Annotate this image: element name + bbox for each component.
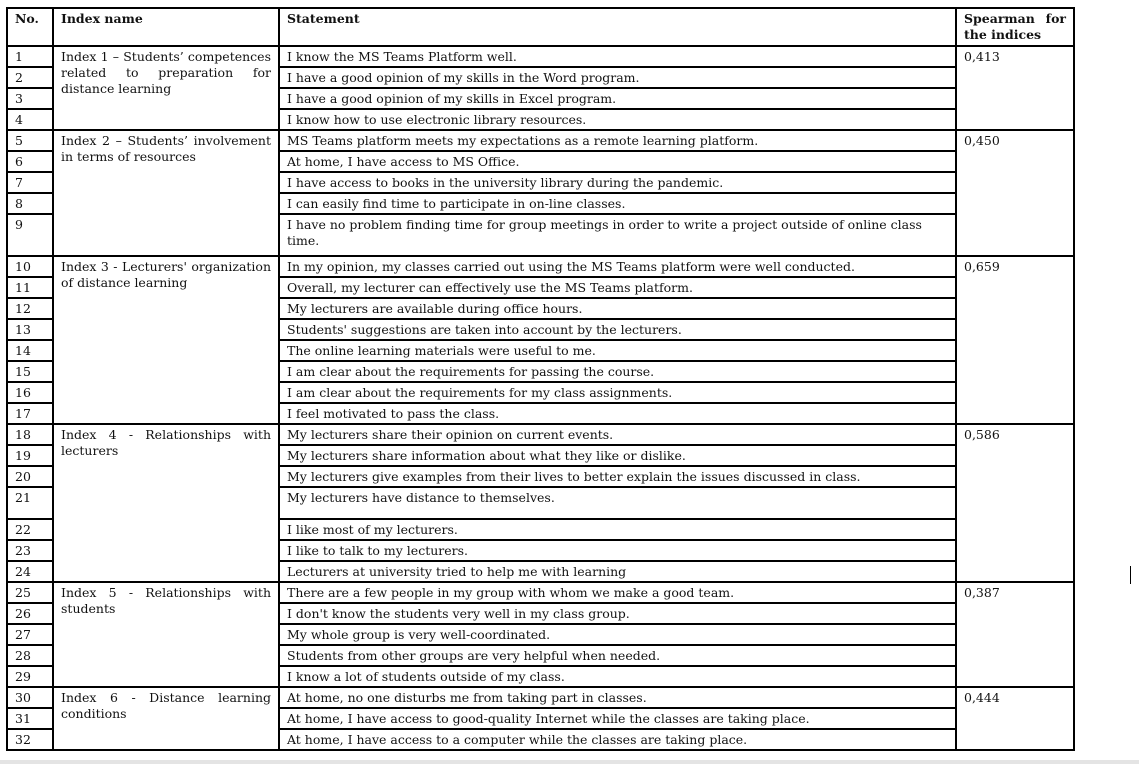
row-number: 7 bbox=[7, 172, 53, 193]
row-number: 27 bbox=[7, 624, 53, 645]
bottom-edge bbox=[0, 760, 1139, 764]
table-row bbox=[7, 46, 1074, 67]
index-name-cell: Index 5 - Relationships with students bbox=[53, 582, 279, 687]
statement-cell: I like to talk to my lecturers. bbox=[279, 540, 956, 561]
statement-cell: I can easily find time to participate in on-line classes. bbox=[279, 193, 956, 214]
statement-cell: I know the MS Teams Platform well. bbox=[279, 46, 956, 67]
table-row bbox=[7, 582, 1074, 603]
text-cursor-mark bbox=[1130, 566, 1131, 584]
statement-cell: My lecturers share information about what they like or dislike. bbox=[279, 445, 956, 466]
row-number: 18 bbox=[7, 424, 53, 445]
row-number: 15 bbox=[7, 361, 53, 382]
row-number: 23 bbox=[7, 540, 53, 561]
header-statement: Statement bbox=[279, 8, 956, 46]
header-spearman: Spearman for the indices bbox=[956, 8, 1074, 46]
row-number: 32 bbox=[7, 729, 53, 750]
statement-cell: I feel motivated to pass the class. bbox=[279, 403, 956, 424]
statement-cell: The online learning materials were useful to me. bbox=[279, 340, 956, 361]
statement-cell: I am clear about the requirements for my class assignments. bbox=[279, 382, 956, 403]
header-no: No. bbox=[7, 8, 53, 46]
indices-table bbox=[6, 7, 1075, 751]
statement-cell: I am clear about the requirements for passing the course. bbox=[279, 361, 956, 382]
spearman-cell: 0,659 bbox=[956, 256, 1074, 424]
row-number: 28 bbox=[7, 645, 53, 666]
row-number: 26 bbox=[7, 603, 53, 624]
statement-cell: I have access to books in the university library during the pandemic. bbox=[279, 172, 956, 193]
row-number: 17 bbox=[7, 403, 53, 424]
table-row bbox=[7, 424, 1074, 445]
row-number: 19 bbox=[7, 445, 53, 466]
index-name-cell: Index 4 - Relationships with lecturers bbox=[53, 424, 279, 582]
header-index-name: Index name bbox=[53, 8, 279, 46]
spearman-cell: 0,586 bbox=[956, 424, 1074, 582]
table-row bbox=[7, 687, 1074, 708]
row-number: 1 bbox=[7, 46, 53, 67]
table-row bbox=[7, 130, 1074, 151]
statement-cell: I know how to use electronic library resources. bbox=[279, 109, 956, 130]
row-number: 31 bbox=[7, 708, 53, 729]
row-number: 16 bbox=[7, 382, 53, 403]
statement-cell: At home, I have access to good-quality Internet while the classes are taking place. bbox=[279, 708, 956, 729]
statement-cell: My whole group is very well-coordinated. bbox=[279, 624, 956, 645]
statement-cell: At home, I have access to MS Office. bbox=[279, 151, 956, 172]
row-number: 8 bbox=[7, 193, 53, 214]
statement-cell: At home, I have access to a computer while the classes are taking place. bbox=[279, 729, 956, 750]
spearman-cell: 0,413 bbox=[956, 46, 1074, 130]
statement-cell: My lecturers share their opinion on current events. bbox=[279, 424, 956, 445]
statement-cell: Students from other groups are very helpful when needed. bbox=[279, 645, 956, 666]
document-page bbox=[6, 7, 1075, 751]
row-number: 14 bbox=[7, 340, 53, 361]
row-number: 22 bbox=[7, 519, 53, 540]
statement-cell: I have no problem finding time for group meetings in order to write a project outside of online class time. bbox=[279, 214, 956, 256]
statement-cell: I have a good opinion of my skills in the Word program. bbox=[279, 67, 956, 88]
statement-cell: Lecturers at university tried to help me with learning bbox=[279, 561, 956, 582]
spearman-cell: 0,387 bbox=[956, 582, 1074, 687]
row-number: 11 bbox=[7, 277, 53, 298]
row-number: 24 bbox=[7, 561, 53, 582]
row-number: 9 bbox=[7, 214, 53, 256]
row-number: 3 bbox=[7, 88, 53, 109]
index-name-cell: Index 1 – Students’ competences related to preparation for distance learning bbox=[53, 46, 279, 130]
row-number: 10 bbox=[7, 256, 53, 277]
header-row bbox=[7, 8, 1074, 46]
row-number: 12 bbox=[7, 298, 53, 319]
row-number: 5 bbox=[7, 130, 53, 151]
statement-cell: My lecturers give examples from their lives to better explain the issues discussed in class. bbox=[279, 466, 956, 487]
row-number: 4 bbox=[7, 109, 53, 130]
row-number: 2 bbox=[7, 67, 53, 88]
index-name-cell: Index 6 - Distance learning conditions bbox=[53, 687, 279, 750]
statement-cell: MS Teams platform meets my expectations as a remote learning platform. bbox=[279, 130, 956, 151]
spearman-cell: 0,444 bbox=[956, 687, 1074, 750]
statement-cell: Students' suggestions are taken into account by the lecturers. bbox=[279, 319, 956, 340]
row-number: 21 bbox=[7, 487, 53, 519]
statement-cell: I like most of my lecturers. bbox=[279, 519, 956, 540]
statement-cell: I don't know the students very well in my class group. bbox=[279, 603, 956, 624]
index-name-cell: Index 3 - Lecturers' organization of distance learning bbox=[53, 256, 279, 424]
statement-cell: There are a few people in my group with whom we make a good team. bbox=[279, 582, 956, 603]
statement-cell: I have a good opinion of my skills in Excel program. bbox=[279, 88, 956, 109]
row-number: 30 bbox=[7, 687, 53, 708]
row-number: 13 bbox=[7, 319, 53, 340]
index-name-cell: Index 2 – Students’ involvement in terms of resources bbox=[53, 130, 279, 256]
table-row bbox=[7, 256, 1074, 277]
statement-cell: I know a lot of students outside of my class. bbox=[279, 666, 956, 687]
statement-cell: Overall, my lecturer can effectively use the MS Teams platform. bbox=[279, 277, 956, 298]
row-number: 6 bbox=[7, 151, 53, 172]
row-number: 25 bbox=[7, 582, 53, 603]
statement-cell: At home, no one disturbs me from taking part in classes. bbox=[279, 687, 956, 708]
statement-cell: My lecturers are available during office hours. bbox=[279, 298, 956, 319]
statement-cell: My lecturers have distance to themselves. bbox=[279, 487, 956, 519]
row-number: 29 bbox=[7, 666, 53, 687]
statement-cell: In my opinion, my classes carried out using the MS Teams platform were well conducted. bbox=[279, 256, 956, 277]
spearman-cell: 0,450 bbox=[956, 130, 1074, 256]
row-number: 20 bbox=[7, 466, 53, 487]
